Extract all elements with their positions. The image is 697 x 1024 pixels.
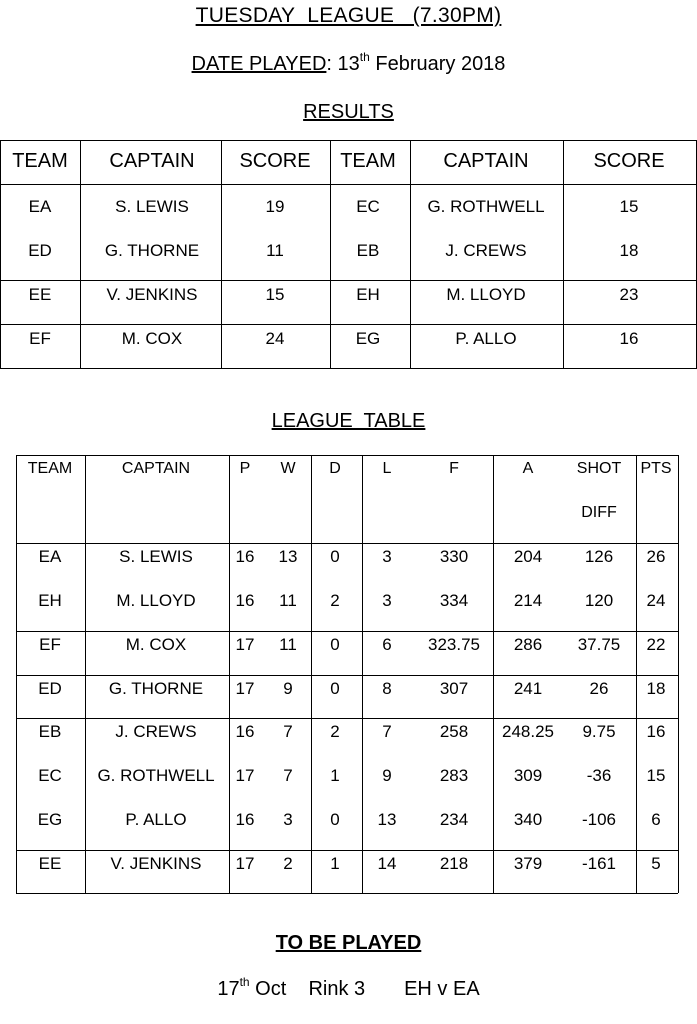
league-cell: 16: [235, 722, 255, 741]
league-header-cell: SHOT: [576, 460, 622, 477]
results-cell: 15: [265, 285, 285, 304]
league-cell: 0: [330, 810, 340, 829]
results-cell: P. ALLO: [455, 329, 517, 348]
league-cell: 26: [646, 547, 666, 566]
league-cell: 379: [513, 854, 543, 873]
league-cell: G. ROTHWELL: [97, 766, 215, 785]
date-day: 13: [337, 53, 360, 75]
fixture-line: [0, 975, 697, 1001]
date-colon: :: [326, 53, 338, 75]
league-cell: 248.25: [502, 722, 554, 741]
league-cell: 3: [382, 547, 392, 566]
fixture-day: 17: [217, 978, 240, 1000]
league-cell: 14: [377, 854, 397, 873]
date-suffix: th: [359, 50, 370, 64]
league-cell: 0: [330, 635, 340, 654]
results-cell: 18: [619, 241, 639, 260]
league-cell: G. THORNE: [108, 679, 204, 698]
league-cell: 286: [513, 635, 543, 654]
results-cell: ED: [28, 241, 52, 260]
league-cell: 241: [513, 679, 543, 698]
league-cell: EA: [38, 547, 62, 566]
league-cell: 218: [439, 854, 469, 873]
league-table-heading: LEAGUE TABLE: [271, 410, 426, 432]
league-header-cell: P: [239, 460, 251, 477]
league-header-cell: PTS: [640, 460, 672, 477]
league-cell: 17: [235, 766, 255, 785]
league-cell: -161: [581, 854, 617, 873]
league-hline: [16, 718, 678, 719]
league-header-cell-diff: DIFF: [581, 504, 617, 521]
league-cell: EH: [38, 591, 62, 610]
results-cell: 16: [619, 329, 639, 348]
results-cell: EA: [28, 197, 52, 216]
league-cell: 16: [646, 722, 666, 741]
league-cell: 0: [330, 547, 340, 566]
to-be-played-heading: TO BE PLAYED: [275, 932, 422, 954]
results-cell: J. CREWS: [445, 241, 527, 260]
league-cell: EC: [38, 766, 62, 785]
league-cell: 9.75: [582, 722, 616, 741]
league-cell: 120: [584, 591, 614, 610]
league-cell: 5: [651, 854, 661, 873]
league-cell: 11: [279, 591, 297, 610]
league-hline: [16, 543, 678, 544]
league-cell: 334: [439, 591, 469, 610]
league-cell: 258: [439, 722, 469, 741]
league-hline: [16, 455, 678, 456]
results-cell: EE: [28, 285, 52, 304]
league-cell: EG: [37, 810, 63, 829]
league-cell: 22: [646, 635, 666, 654]
league-header-cell: TEAM: [27, 460, 73, 477]
league-cell: 2: [283, 854, 293, 873]
results-hline: [0, 280, 697, 281]
league-cell: 9: [283, 679, 293, 698]
league-header-cell: F: [449, 460, 459, 477]
league-cell: 0: [330, 679, 340, 698]
date-played-label: DATE PLAYED: [191, 53, 327, 75]
league-cell: -106: [581, 810, 617, 829]
league-hline: [16, 675, 678, 676]
page-title: TUESDAY LEAGUE (7.30PM): [195, 4, 502, 27]
league-cell: EF: [39, 635, 61, 654]
results-header-cell: CAPTAIN: [109, 150, 195, 172]
league-cell: J. CREWS: [115, 722, 197, 741]
league-cell: 37.75: [577, 635, 621, 654]
league-cell: 7: [283, 766, 293, 785]
league-cell: 1: [330, 854, 340, 873]
results-header-cell: SCORE: [239, 150, 311, 172]
league-cell: 16: [235, 591, 255, 610]
results-cell: EF: [29, 329, 51, 348]
results-cell: G. THORNE: [104, 241, 200, 260]
league-cell: 7: [283, 722, 293, 741]
date-rest: February 2018: [369, 53, 506, 75]
league-header-cell: L: [382, 460, 392, 477]
results-heading: RESULTS: [303, 101, 394, 123]
results-header-cell: SCORE: [593, 150, 665, 172]
results-cell: 19: [265, 197, 285, 216]
league-cell: 8: [382, 679, 392, 698]
league-cell: 24: [646, 591, 666, 610]
league-cell: 13: [377, 810, 397, 829]
results-header-cell: TEAM: [12, 150, 68, 172]
league-cell: 234: [439, 810, 469, 829]
league-cell: 26: [589, 679, 609, 698]
results-header-cell: TEAM: [340, 150, 396, 172]
league-cell: 126: [584, 547, 614, 566]
league-cell: 214: [513, 591, 543, 610]
league-cell: 309: [513, 766, 543, 785]
league-cell: S. LEWIS: [119, 547, 193, 566]
results-cell: EB: [356, 241, 380, 260]
league-hline: [16, 631, 678, 632]
league-cell: EB: [38, 722, 62, 741]
league-cell: 17: [235, 854, 255, 873]
league-cell: 3: [283, 810, 293, 829]
results-cell: S. LEWIS: [115, 197, 189, 216]
results-cell: 15: [619, 197, 639, 216]
league-cell: 307: [439, 679, 469, 698]
league-header-cell: CAPTAIN: [121, 460, 191, 477]
results-hline: [0, 324, 697, 325]
league-cell: 2: [330, 722, 340, 741]
results-hline: [0, 140, 697, 141]
results-hline: [0, 368, 697, 369]
date-played-line: [0, 50, 697, 76]
league-cell: 16: [235, 810, 255, 829]
league-hline: [16, 893, 678, 894]
league-cell: 330: [439, 547, 469, 566]
league-header-cell: A: [522, 460, 534, 477]
league-cell: V. JENKINS: [110, 854, 202, 873]
league-cell: 7: [382, 722, 392, 741]
league-cell: 283: [439, 766, 469, 785]
results-cell: EG: [355, 329, 381, 348]
league-cell: 323.75: [428, 635, 480, 654]
league-cell: 15: [646, 766, 666, 785]
fixture-details: Oct Rink 3 EH v EA: [249, 978, 480, 1000]
league-cell: EE: [38, 854, 62, 873]
fixture-day-suffix: th: [239, 975, 250, 989]
results-cell: EH: [356, 285, 380, 304]
results-cell: 24: [265, 329, 285, 348]
league-cell: 9: [382, 766, 392, 785]
results-cell: EC: [356, 197, 380, 216]
league-cell: 17: [235, 635, 255, 654]
results-header-cell: CAPTAIN: [443, 150, 529, 172]
league-cell: ED: [38, 679, 62, 698]
league-cell: 1: [330, 766, 340, 785]
results-hline: [0, 184, 697, 185]
league-header-cell: D: [329, 460, 341, 477]
results-cell: 11: [266, 241, 284, 260]
league-hline: [16, 850, 678, 851]
league-cell: 6: [651, 810, 661, 829]
results-cell: M. LLOYD: [446, 285, 526, 304]
league-cell: 2: [330, 591, 340, 610]
league-cell: 17: [235, 679, 255, 698]
league-cell: 3: [382, 591, 392, 610]
results-cell: V. JENKINS: [106, 285, 198, 304]
league-cell: M. LLOYD: [116, 591, 196, 610]
results-cell: M. COX: [121, 329, 183, 348]
league-cell: 11: [279, 635, 297, 654]
league-cell: 204: [513, 547, 543, 566]
league-cell: 340: [513, 810, 543, 829]
league-cell: 13: [278, 547, 298, 566]
league-cell: -36: [586, 766, 612, 785]
league-cell: 6: [382, 635, 392, 654]
league-cell: 16: [235, 547, 255, 566]
results-cell: G. ROTHWELL: [427, 197, 545, 216]
results-cell: 23: [619, 285, 639, 304]
league-header-cell: W: [280, 460, 296, 477]
league-cell: 18: [646, 679, 666, 698]
league-cell: P. ALLO: [125, 810, 187, 829]
league-cell: M. COX: [125, 635, 187, 654]
